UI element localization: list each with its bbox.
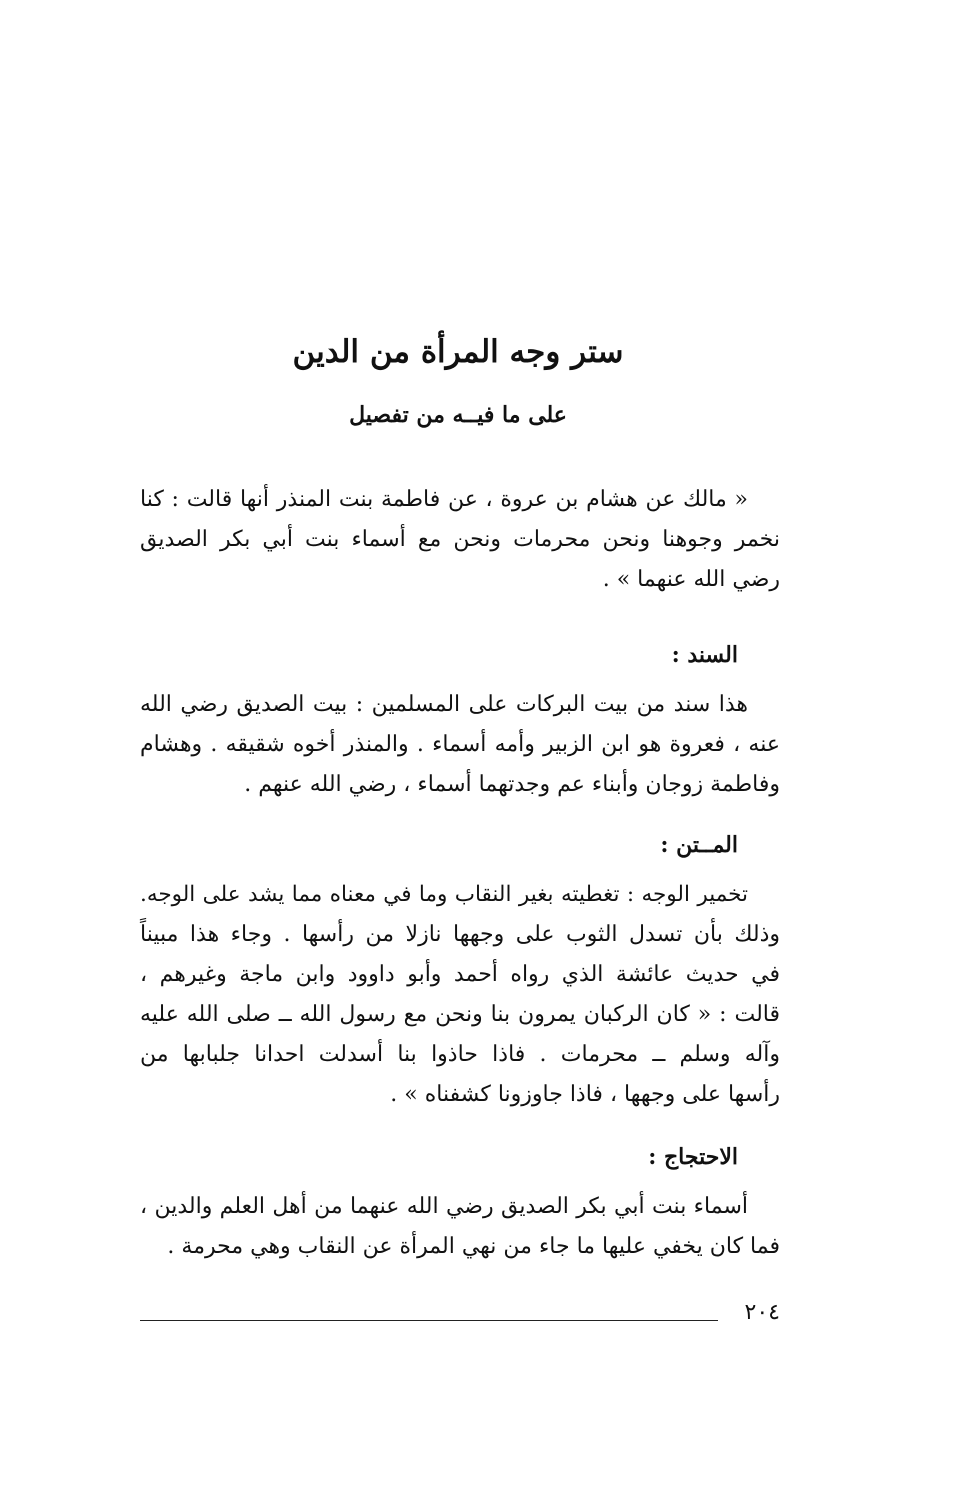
paragraph-line: « مالك عن هشام بن عروة ، عن فاطمة بنت المنذر أنها قالت : كنا xyxy=(140,487,748,512)
paragraph-line: في حديث عائشة الذي رواه أحمد وأبو داوود وابن ماجة وغيرهم ، xyxy=(140,962,781,987)
footer-rule xyxy=(140,1320,718,1321)
paragraph-line: نخمر وجوهنا ونحن محرمات ونحن مع أسماء بنت أبي بكر الصديق xyxy=(140,527,780,552)
section-heading-matn: المــتن : xyxy=(660,832,738,858)
section-heading-sanad: السند : xyxy=(671,642,738,668)
page-footer xyxy=(140,1296,780,1330)
page-subtitle: على ما فيــه من تفصيل xyxy=(349,402,567,428)
paragraph-line: قالت : « كان الركبان يمرون بنا ونحن مع رسول الله ــ صلى الله عليه xyxy=(140,1002,780,1027)
paragraph-line: أسماء بنت أبي بكر الصديق رضي الله عنهما من أهل العلم والدين ، xyxy=(140,1194,748,1219)
paragraph-line: وفاطمة زوجان وأبناء عم وجدتهما أسماء ، رضي الله عنهم . xyxy=(244,772,780,797)
page-title: ستر وجه المرأة من الدين xyxy=(292,334,624,370)
paragraph-line: رأسها على وجهها ، فاذا جاوزونا كشفناه » . xyxy=(390,1082,780,1107)
ihtijaj-paragraph xyxy=(140,1187,780,1267)
sanad-paragraph xyxy=(140,685,780,805)
page-number: ٢٠٤ xyxy=(744,1300,780,1325)
section-heading-ihtijaj: الاحتجاج : xyxy=(648,1144,738,1170)
paragraph-line: وذلك بأن تسدل الثوب على وجهها نازلا من رأسها . وجاء هذا مبيناً xyxy=(140,922,780,947)
paragraph-line: وآله وسلم ــ محرمات . فاذا حاذوا بنا أسدلت احدانا جلبابها من xyxy=(140,1042,780,1067)
paragraph-line: تخمير الوجه : تغطيته بغير النقاب وما في معناه مما يشد على الوجه. xyxy=(140,882,748,907)
paragraph-line: عنه ، فعروة هو ابن الزبير وأمه أسماء . والمنذر أخوه شقيقه . وهشام xyxy=(140,732,780,757)
paragraph-line: رضي الله عنهما » . xyxy=(602,567,780,592)
paragraph-line: فما كان يخفي عليها ما جاء من نهي المرأة عن النقاب وهي محرمة . xyxy=(167,1234,780,1259)
paragraph-line: هذا سند من بيت البركات على المسلمين : بيت الصديق رضي الله xyxy=(140,692,748,717)
matn-paragraph xyxy=(140,875,780,1115)
hadith-paragraph xyxy=(140,480,780,600)
